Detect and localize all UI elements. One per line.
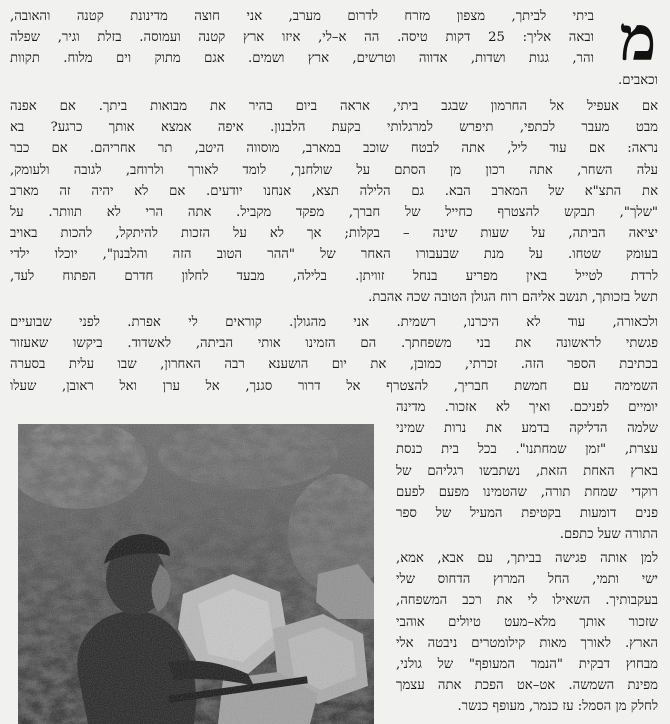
text-line: לרדת לטייל באין מפריע בנחל זוויתן. בלילה, מבעד לחלון חדרם הפתוח לעד, bbox=[10, 268, 658, 284]
drop-cap-letter: מ bbox=[619, 2, 657, 75]
text-line: למן אותה פגישה בביתך, עם אבא, אמא, bbox=[396, 551, 658, 566]
soldier-photo-illustration bbox=[18, 424, 374, 724]
text-line: מפינת השמשה. אט–אט הפכת אתה עצמך bbox=[396, 678, 658, 694]
soldier-photo bbox=[18, 424, 374, 724]
text-line: והר, גגות ושדות, אדווה וטרשים, ארץ ושמים. אגם מתוק וים מלוח. תקוות bbox=[10, 51, 594, 67]
paragraph-4 bbox=[396, 548, 658, 718]
text-line: עלה השחר, אתה רכון מן הסתם על שולחנך, לומד לאורך ולרוחב, לגובה ולעומק, bbox=[10, 162, 658, 178]
text-line: השמימה עם חמשת חבריך, להצטרף אל דרור סגנך, אל ערן ואל ראובן, שעלו bbox=[10, 378, 658, 394]
text-line: רוקדי שמחת תורה, שהטמינו מפעם לפעם bbox=[396, 484, 658, 500]
text-line: בארץ האחת הזאת, נשתבשו רגליהם של bbox=[396, 463, 658, 479]
text-line: ולכאורה, עוד לא היכרנו, רשמית. אני מהגולן. קוראים לי אפרת. לפני שבועיים bbox=[10, 315, 658, 330]
text-line: נראה: אם עוד ליל, אתה לבטח שוכב במארב, מוסווה היטב, תר אחריהם. אם כבר bbox=[10, 141, 658, 157]
text-line: "שלך", תבקש להצטרף כחייל של חברך, מפקד מקביל. אתה הרי לא תוותר. על bbox=[10, 204, 658, 220]
text-line: אם אעפיל אל החרמון שבגב ביתי, אראה ביום בהיר את מבואות ביתך. אם אפנה bbox=[10, 99, 658, 114]
text-line: פגשתי לראשונה את בני משפחתך. הם הזמינו אותי הביתה, לאשדוד. ביקשו שאעזור bbox=[10, 336, 658, 352]
text-line: לחלק מן הסמל: עז כנמר, מעופף כנשר. bbox=[457, 699, 658, 715]
text-line: ביתי לביתך, מצפון מזרח לדרום מערב, אני חוצה מדינונת קטנה והאובה, bbox=[10, 9, 594, 24]
text-line: פנים דומעות בקטיפת המעיל של ספר bbox=[396, 505, 658, 521]
paragraph-3 bbox=[10, 312, 658, 397]
paragraph-3-continued bbox=[396, 397, 658, 545]
text-line: את התצ"א של המארב הבא. גם הלילה תצא, אנחנו יודעים. אם לא יהיה זה מארב bbox=[10, 183, 658, 199]
text-line: מבט מעבר לכתפי, תיפרש למרגלותי בקעת הלבנון. איפה אמצא אותך כרגע? בא bbox=[10, 120, 658, 136]
text-line: בעומק שטחו. על מנת שבעבורו האחר של "ההר הטוב הזה והלבנון", יוכלו ילדי bbox=[10, 247, 658, 263]
text-line: תשל בזכותך, תנשב אליהם רוח הגולן הטובה שכה אהבת. bbox=[368, 289, 658, 305]
paragraph-1 bbox=[10, 6, 658, 91]
text-line: התורה שעל כתפם. bbox=[559, 527, 658, 543]
text-line: מבחוץ דבקית "הנמר המעופף" של גולני, bbox=[396, 656, 658, 672]
text-line: ובאה אליך: 25 דקות טיסה. הה א–לי, איזו ארץ קטנה ועמוסה. בזלת וגיר, שפלה bbox=[10, 30, 594, 46]
text-line: בכתיבת הספר הזה. זכרתי, כמובן, את יום הושענא רבה האחרון, שבו עלית בסערה bbox=[10, 357, 658, 373]
text-line: שלמה הדליקה בדמע את נרות שמיני bbox=[396, 421, 658, 437]
text-line: הארץ. לאורך מאות קילומטרים ניבטה אלי bbox=[396, 635, 658, 651]
text-line: יומיים לפניכם. ואיך לא אזכור. מדינה bbox=[396, 400, 658, 415]
text-line: עצרת, "זמן שמחתנו". בכל בית כנסת bbox=[396, 442, 658, 458]
text-line: ישי ותמי, החל המרוץ הדחוס שלי bbox=[396, 572, 658, 588]
text-line: וכאבים. bbox=[618, 72, 658, 88]
text-line: בעקבותיך. השאילו לי את רכב המשפחה, bbox=[396, 593, 658, 609]
text-line: יציאה הביתה, על שעות שינה – בקלות; אך לא על הזכות להיתקל, להכות באויב bbox=[10, 226, 658, 242]
text-line: שזכור אותך מלא–מעט טיולים אוהבי bbox=[396, 614, 658, 630]
paragraph-2 bbox=[10, 96, 658, 308]
